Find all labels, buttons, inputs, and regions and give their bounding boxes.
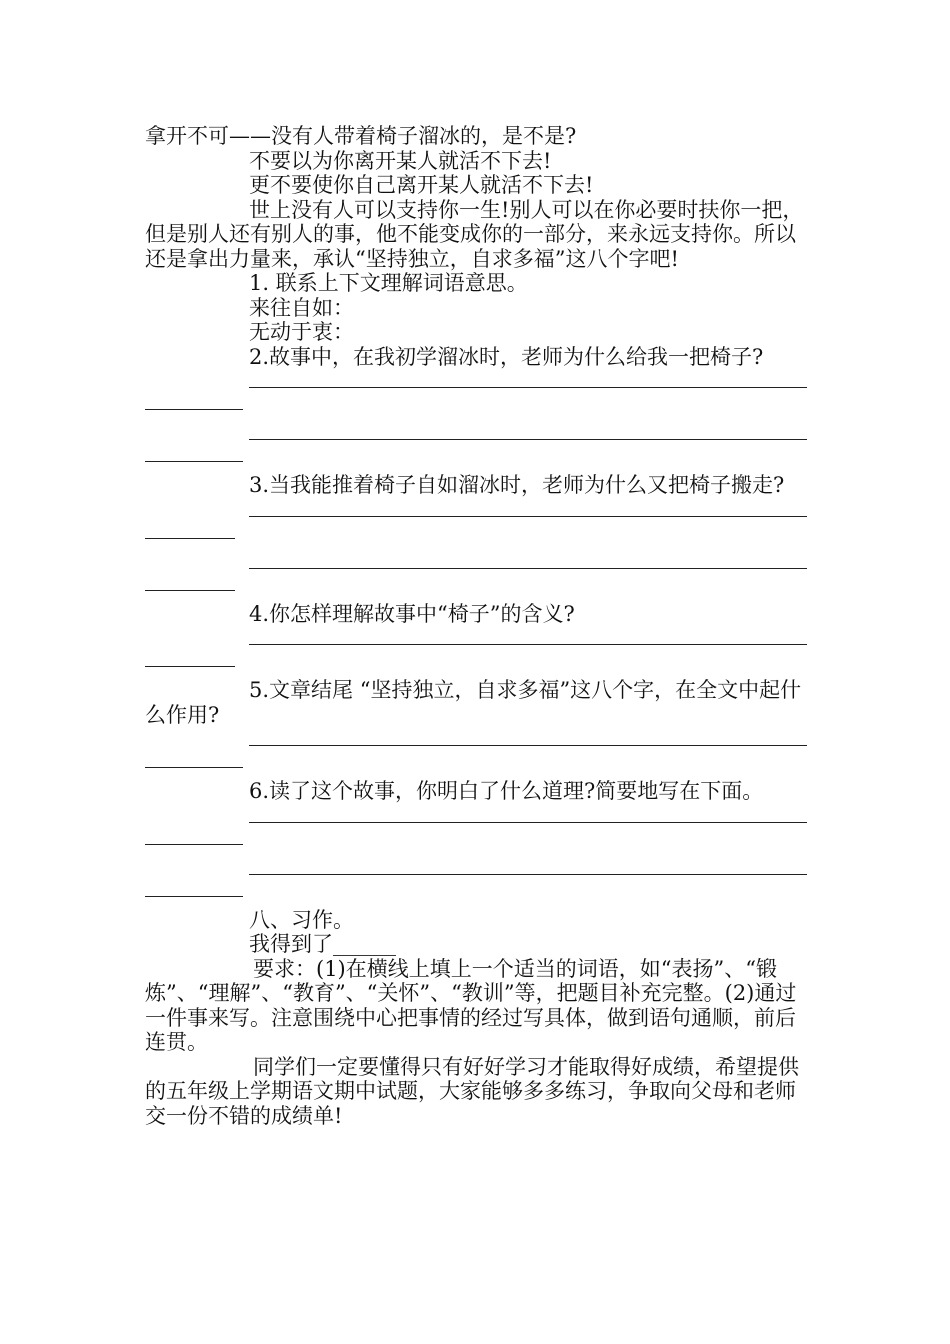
question-6: 6.读了这个故事，你明白了什么道理?简要地写在下面。 — [249, 779, 764, 803]
question-4: 4.你怎样理解故事中“椅子”的含义? — [249, 601, 575, 626]
answer-line[interactable] — [145, 369, 807, 397]
answer-line[interactable] — [145, 421, 807, 449]
passage-line-1: 拿开不可——没有人带着椅子溜冰的，是不是? — [145, 124, 577, 148]
answer-line-continuation — [145, 578, 807, 602]
composition-title: 我得到了______ — [249, 932, 396, 956]
answer-line[interactable] — [145, 626, 807, 654]
answer-line[interactable] — [145, 498, 807, 526]
passage-line-2: 不要以为你离开某人就活不下去! — [249, 148, 552, 173]
composition-heading: 八、习作。 — [249, 907, 354, 932]
question-3: 3.当我能推着椅子自如溜冰时，老师为什么又把椅子搬走? — [249, 473, 785, 497]
answer-line-continuation — [145, 755, 807, 779]
question-1: 1. 联系上下文理解词语意思。 — [249, 271, 528, 295]
answer-line[interactable] — [145, 856, 807, 884]
answer-line-continuation — [145, 449, 807, 473]
answer-line-continuation — [145, 832, 807, 856]
answer-line-continuation — [145, 526, 807, 550]
question-1-term-b: 无动于衷： — [249, 320, 354, 344]
question-5: 5.文章结尾 “坚持独立，自求多福”这八个字，在全文中起什么作用? — [145, 678, 802, 727]
answer-line-continuation — [145, 884, 807, 908]
passage-paragraph: 世上没有人可以支持你一生!别人可以在你必要时扶你一把，但是别人还有别人的事，他不能变成你的一部分，来永远支持你。所以还是拿出力量来，承认“坚持独立，自求多福”这八个字吧! — [145, 197, 804, 271]
question-2: 2.故事中，在我初学溜冰时，老师为什么给我一把椅子? — [249, 344, 764, 369]
answer-line[interactable] — [145, 804, 807, 832]
answer-line[interactable] — [145, 727, 807, 755]
passage-line-3: 更不要使你自己离开某人就活不下去! — [249, 173, 594, 197]
answer-line-continuation — [145, 654, 807, 678]
answer-line[interactable] — [145, 550, 807, 578]
question-1-term-a: 来往自如： — [249, 295, 354, 320]
document-body — [145, 124, 807, 1128]
answer-line-continuation — [145, 397, 807, 421]
composition-requirement: 要求：(1)在横线上填上一个适当的词语，如“表扬”、“锻炼”、“理解”、“教育”、“关怀”、“教训”等，把题目补充完整。(2)通过一件事来写。注意围绕中心把事情的经过写具体，做到语句通顺，前后连贯。 — [145, 956, 797, 1054]
closing-paragraph: 同学们一定要懂得只有好好学习才能取得好成绩，希望提供的五年级上学期语文期中试题，大家能够多多练习，争取向父母和老师交一份不错的成绩单! — [145, 1054, 799, 1128]
